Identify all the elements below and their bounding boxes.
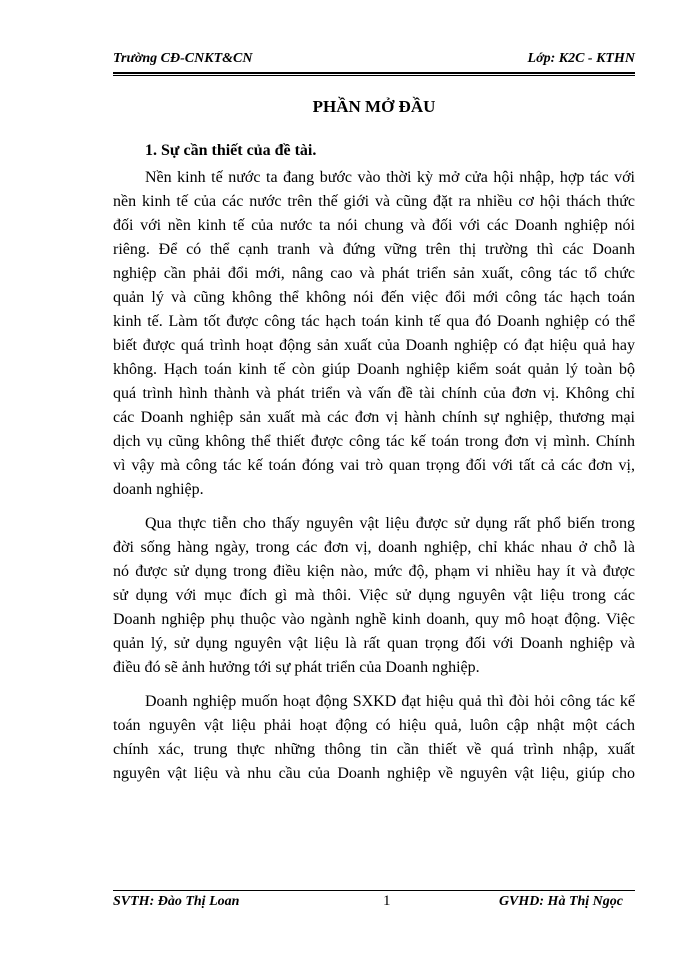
text-line: Doanh nghiệp muốn hoạt động SXKD đạt hiệu quả thì đòi hỏi công tác kế [145, 693, 635, 710]
page-footer [113, 890, 635, 916]
text-line: điều đó sẽ ảnh hưởng tới sự phát triển của Doanh nghiệp. [113, 659, 480, 676]
text-line: chính xác, trung thực những thông tin cần thiết về quá trình nhập, xuất [113, 741, 635, 758]
header-rule [113, 72, 635, 74]
text-line: nền kinh tế của các nước trên thế giới và cũng đặt ra nhiều cơ hội thách thức [113, 193, 635, 210]
text-line: quá trình hình thành và phát triển và vấn đề tài chính của đơn vị. Không chỉ [113, 385, 635, 402]
text-line: nghiệp cần phải đổi mới, nâng cao và phát triển sản xuất, công tác tổ chức [113, 265, 635, 282]
page-number: 1 [383, 893, 391, 909]
header-class: Lớp: K2C - KTHN [527, 51, 635, 66]
page-header [113, 51, 635, 77]
text-line: vì vậy mà công tác kế toán đóng vai trò quan trọng đối với tất cả các đơn vị, [113, 457, 635, 474]
text-line: kinh tế. Làm tốt được công tác hạch toán kinh tế qua đó Doanh nghiệp có thể [113, 313, 635, 330]
text-line: toán nguyên vật liệu phải hoạt động có hiệu quả, luôn cập nhật một cách [113, 717, 635, 734]
text-line: riêng. Để có thể cạnh tranh và đứng vững trên thị trường thì các Doanh [113, 241, 635, 258]
text-line: không. Hạch toán kinh tế còn giúp Doanh nghiệp kiểm soát quản lý toàn bộ [113, 361, 635, 378]
header-rule-thin [113, 75, 635, 76]
text-line: các Doanh nghiệp sản xuất mà các đơn vị hành chính sự nghiệp, thương mại [113, 409, 635, 426]
text-line: Qua thực tiễn cho thấy nguyên vật liệu được sử dụng rất phổ biến trong [145, 515, 635, 532]
header-school: Trường CĐ-CNKT&CN [113, 51, 253, 66]
text-line: Nền kinh tế nước ta đang bước vào thời kỳ mở cửa hội nhập, hợp tác với [145, 169, 635, 186]
text-line: Doanh nghiệp phụ thuộc vào ngành nghề kinh doanh, quy mô hoạt động. Việc [113, 611, 635, 628]
text-line: đời sống hàng ngày, trong các đơn vị, doanh nghiệp, chỉ khác nhau ở chỗ là [113, 539, 635, 556]
text-line: quản lý và cũng không thể không nói đến việc đổi mới công tác hạch toán [113, 289, 635, 306]
text-line: nguyên vật liệu và nhu cầu của Doanh nghiệp về nguyên vật liệu, giúp cho [113, 765, 635, 782]
text-line: đối với nền kinh tế của nước ta nói chung và đối với các Doanh nghiệp nói [113, 217, 635, 234]
footer-rule [113, 890, 635, 891]
text-line: biết được quá trình hoạt động sản xuất của Doanh nghiệp có đạt hiệu quả hay [113, 337, 635, 354]
footer-advisor: GVHD: Hà Thị Ngọc [498, 894, 623, 909]
text-line: quản lý, sử dụng nguyên vật liệu là rất quan trọng đối với Doanh nghiệp và [113, 635, 635, 652]
document-title: PHẦN MỞ ĐẦU [312, 97, 436, 116]
text-line: sử dụng với mục đích gì mà thôi. Việc sử dụng nguyên vật liệu trong các [113, 587, 635, 604]
text-line: doanh nghiệp. [113, 481, 204, 498]
text-line: dịch vụ cũng không thể thiết được công tác kế toán trong đơn vị mình. Chính [113, 433, 635, 450]
text-line: nó được sử dụng trong điều kiện nào, mức độ, phạm vi nhiều hay ít và được [113, 563, 635, 580]
section-heading: 1. Sự cần thiết của đề tài. [145, 142, 317, 159]
footer-student: SVTH: Đào Thị Loan [113, 894, 240, 909]
